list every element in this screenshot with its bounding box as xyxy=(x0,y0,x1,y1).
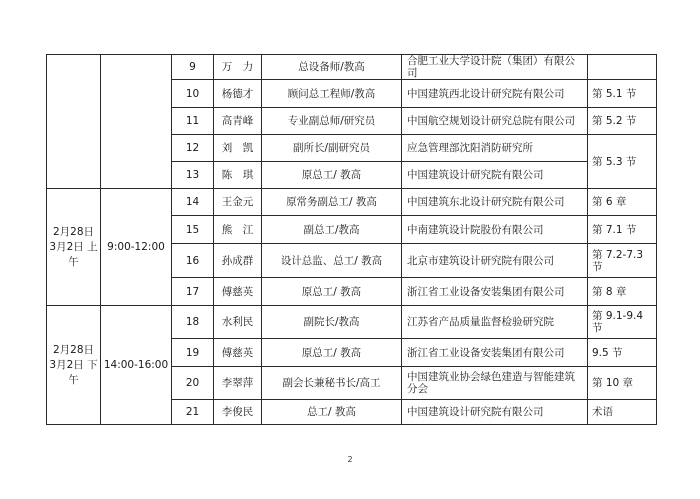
expert-title: 副院长/教高 xyxy=(262,306,402,339)
row-number: 16 xyxy=(172,244,214,278)
expert-title: 副所长/副研究员 xyxy=(262,135,402,162)
row-number: 12 xyxy=(172,135,214,162)
session-date: 2月28日 3月2日 上午 xyxy=(47,189,101,306)
organization: 合肥工业大学设计院（集团）有限公司 xyxy=(402,55,588,80)
section: 第 7.1 节 xyxy=(588,216,657,244)
section: 第 7.2-7.3 节 xyxy=(588,244,657,278)
expert-name: 熊 江 xyxy=(214,216,262,244)
row-number: 14 xyxy=(172,189,214,216)
expert-title: 顾问总工程师/教高 xyxy=(262,80,402,108)
row-number: 21 xyxy=(172,400,214,425)
section: 第 5.3 节 xyxy=(588,135,657,189)
section: 术语 xyxy=(588,400,657,425)
expert-title: 总工/ 教高 xyxy=(262,400,402,425)
expert-name: 傅慈英 xyxy=(214,278,262,306)
expert-name: 李翠萍 xyxy=(214,367,262,400)
row-number: 17 xyxy=(172,278,214,306)
row-number: 15 xyxy=(172,216,214,244)
expert-title: 原总工/ 教高 xyxy=(262,162,402,189)
expert-name: 傅慈英 xyxy=(214,339,262,367)
expert-name: 高青峰 xyxy=(214,108,262,135)
row-number: 19 xyxy=(172,339,214,367)
row-number: 10 xyxy=(172,80,214,108)
schedule-table xyxy=(46,54,657,425)
expert-title: 专业副总师/研究员 xyxy=(262,108,402,135)
row-number: 9 xyxy=(172,55,214,80)
row-number: 18 xyxy=(172,306,214,339)
expert-title: 原总工/ 教高 xyxy=(262,278,402,306)
organization: 中国建筑设计研究院有限公司 xyxy=(402,162,588,189)
organization: 中国建筑业协会绿色建造与智能建筑分会 xyxy=(402,367,588,400)
table-row xyxy=(47,55,657,80)
expert-name: 水利民 xyxy=(214,306,262,339)
row-number: 11 xyxy=(172,108,214,135)
expert-name: 李俊民 xyxy=(214,400,262,425)
page-number: 2 xyxy=(347,455,353,464)
row-number: 13 xyxy=(172,162,214,189)
time-cell xyxy=(101,55,172,189)
expert-title: 原总工/ 教高 xyxy=(262,339,402,367)
expert-title: 副会长兼秘书长/高工 xyxy=(262,367,402,400)
section: 第 6 章 xyxy=(588,189,657,216)
section: 9.5 节 xyxy=(588,339,657,367)
expert-name: 万 力 xyxy=(214,55,262,80)
date-cell xyxy=(47,55,101,189)
expert-title: 设计总监、总工/ 教高 xyxy=(262,244,402,278)
expert-name: 刘 凯 xyxy=(214,135,262,162)
expert-title: 副总工/教高 xyxy=(262,216,402,244)
section: 第 5.2 节 xyxy=(588,108,657,135)
expert-title: 总设备师/教高 xyxy=(262,55,402,80)
organization: 中国建筑西北设计研究院有限公司 xyxy=(402,80,588,108)
table-row xyxy=(47,189,657,216)
expert-title: 原常务副总工/ 教高 xyxy=(262,189,402,216)
section: 第 10 章 xyxy=(588,367,657,400)
expert-name: 王金元 xyxy=(214,189,262,216)
session-time: 14:00-16:00 xyxy=(101,306,172,425)
session-date: 2月28日 3月2日 下午 xyxy=(47,306,101,425)
section: 第 5.1 节 xyxy=(588,80,657,108)
organization: 中国建筑设计研究院有限公司 xyxy=(402,400,588,425)
organization: 江苏省产品质量监督检验研究院 xyxy=(402,306,588,339)
expert-name: 陈 琪 xyxy=(214,162,262,189)
organization: 北京市建筑设计研究院有限公司 xyxy=(402,244,588,278)
row-number: 20 xyxy=(172,367,214,400)
organization: 中国建筑东北设计研究院有限公司 xyxy=(402,189,588,216)
section: 第 8 章 xyxy=(588,278,657,306)
section xyxy=(588,55,657,80)
section: 第 9.1-9.4 节 xyxy=(588,306,657,339)
organization: 中南建筑设计院股份有限公司 xyxy=(402,216,588,244)
session-time: 9:00-12:00 xyxy=(101,189,172,306)
organization: 中国航空规划设计研究总院有限公司 xyxy=(402,108,588,135)
organization: 应急管理部沈阳消防研究所 xyxy=(402,135,588,162)
organization: 浙江省工业设备安装集团有限公司 xyxy=(402,339,588,367)
table-row xyxy=(47,306,657,339)
expert-name: 孙成群 xyxy=(214,244,262,278)
expert-name: 杨德才 xyxy=(214,80,262,108)
organization: 浙江省工业设备安装集团有限公司 xyxy=(402,278,588,306)
